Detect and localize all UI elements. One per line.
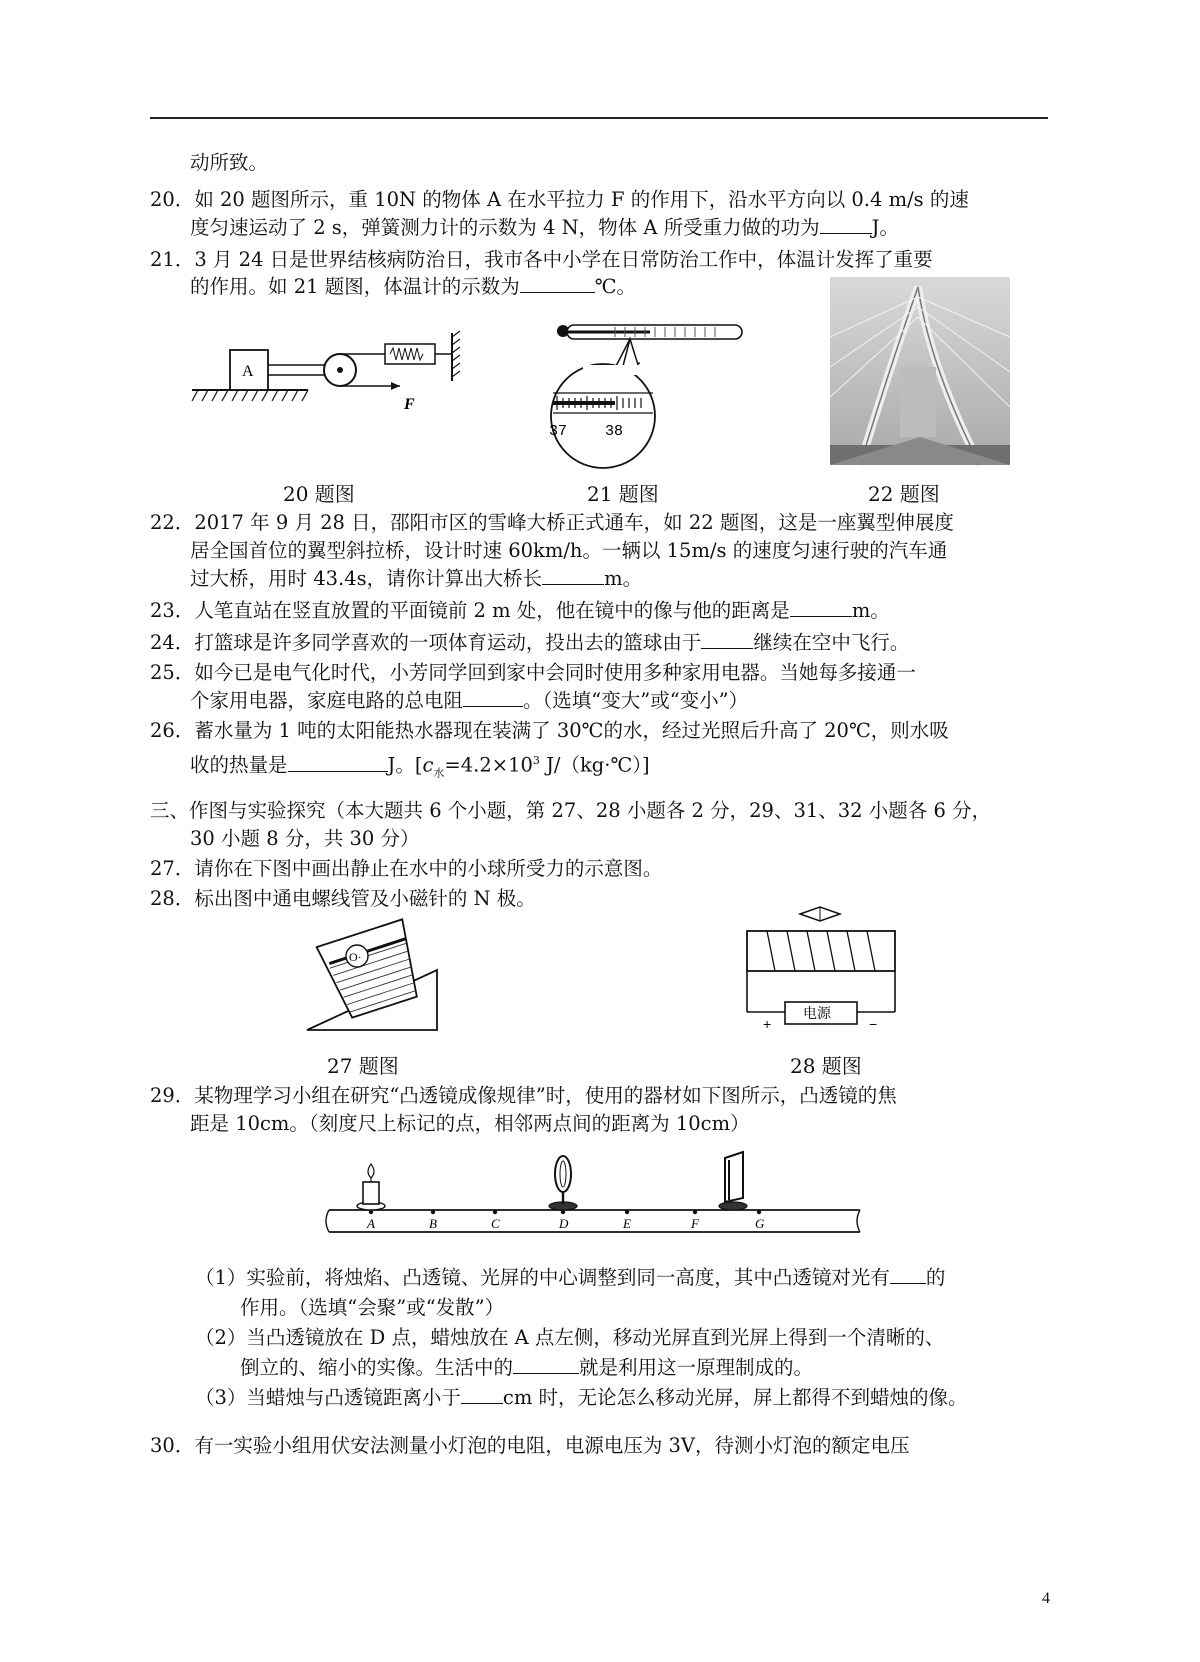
question-28: 28．标出图中通电螺线管及小磁针的 N 极。 [150, 887, 536, 910]
header-rule [150, 117, 1048, 119]
question-24: 24．打篮球是许多同学喜欢的一项体育运动，投出去的篮球由于 继续在空中飞行。 [150, 631, 910, 654]
question-25-line1: 25．如今已是电气化时代，小芳同学回到家中会同时使用多种家用电器。当她每多接通一 [150, 661, 916, 684]
answer-blank-20[interactable] [820, 215, 872, 234]
question-20-line2: 度匀速运动了 2 s，弹簧测力计的示数为 4 N，物体 A 所受重力做的功为 J。 [190, 216, 899, 239]
figure-29-optical-bench [325, 1148, 865, 1236]
rule-point-F: F [691, 1216, 699, 1231]
question-22-line1: 22．2017 年 9 月 28 日，邵阳市区的雪峰大桥正式通车，如 22 题图，这是一座翼型伸展度 [150, 511, 954, 534]
solenoid [747, 931, 895, 971]
scale-label-38: 38 [605, 423, 624, 440]
caption-fig22: 22 题图 [868, 482, 940, 506]
minus-terminal: − [869, 1016, 878, 1032]
caption-fig20: 20 题图 [283, 482, 355, 506]
ball-label: O· [349, 950, 362, 964]
section-3-heading-line1: 三、作图与实验探究（本大题共 6 个小题，第 27、28 小题各 2 分，29、31、32 小题各 6 分， [150, 799, 992, 822]
answer-blank-23[interactable] [790, 598, 852, 617]
rule-point-A: A [367, 1216, 375, 1231]
question-29-2-line2: 倒立的、缩小的实像。生活中的 就是利用这一原理制成的。 [240, 1356, 814, 1379]
page-number: 4 [1042, 1590, 1050, 1607]
figure-21-thermometer [549, 318, 755, 473]
rule-point-E: E [623, 1216, 631, 1231]
question-23: 23．人笔直站在竖直放置的平面镜前 2 m 处，他在镜中的像与他的距离是 m。 [150, 599, 890, 622]
question-29-3: （3）当蜡烛与凸透镜距离小于 cm 时，无论怎么移动光屏，屏上都得不到蜡烛的像。 [195, 1386, 968, 1409]
caption-fig28: 28 题图 [790, 1054, 862, 1078]
question-21-line2: 的作用。如 21 题图，体温计的示数为 ℃。 [190, 275, 637, 298]
question-26-line1: 26．蓄水量为 1 吨的太阳能热水器现在装满了 30℃的水，经过光照后升高了 20℃，则水吸 [150, 719, 949, 742]
figure-28-solenoid-circuit [745, 905, 905, 1040]
answer-blank-22[interactable] [542, 566, 604, 585]
answer-blank-29-2[interactable] [513, 1355, 579, 1374]
rule-point-G: G [755, 1216, 765, 1231]
figure-27-cup-on-incline [305, 920, 445, 1040]
question-21-line1: 21．3 月 24 日是世界结核病防治日，我市各中小学在日常防治工作中，体温计发挥了重要 [150, 248, 933, 271]
force-label: F [404, 396, 415, 413]
question-29-1-line2: 作用。（选填“会聚”或“发散”） [240, 1296, 505, 1319]
caption-fig27: 27 题图 [327, 1054, 399, 1078]
question-22-line2: 居全国首位的翼型斜拉桥，设计时速 60km/h。一辆以 15m/s 的速度匀速行驶的汽车通 [190, 539, 948, 562]
plus-terminal: + [763, 1016, 772, 1032]
answer-blank-29-1[interactable] [890, 1265, 926, 1284]
question-29-1-line1: （1）实验前，将烛焰、凸透镜、光屏的中心调整到同一高度，其中凸透镜对光有 的 [195, 1266, 946, 1289]
question-22-line3: 过大桥，用时 43.4s，请你计算出大桥长 m。 [190, 567, 643, 590]
magnifier-circle [551, 364, 655, 468]
candle [357, 1164, 385, 1210]
question-26-line2: 收的热量是 J。[$c_水=4.2\times 10^3$ J/（kg·℃）] [190, 753, 650, 780]
question-29-line1: 29．某物理学习小组在研究“凸透镜成像规律”时，使用的器材如下图所示，凸透镜的焦 [150, 1084, 897, 1107]
question-25-line2: 个家用电器，家庭电路的总电阻 。（选填“变大”或“变小”） [190, 689, 749, 712]
section-3-heading-line2: 30 小题 8 分，共 30 分） [190, 827, 420, 850]
caption-fig21: 21 题图 [587, 482, 659, 506]
question-20-line1: 20．如 20 题图所示，重 10N 的物体 A 在水平拉力 F 的作用下，沿水平方向以 0.4 m/s 的速 [150, 188, 969, 211]
answer-blank-29-3[interactable] [461, 1385, 503, 1404]
block-label: A [242, 363, 254, 380]
light-screen [719, 1152, 747, 1210]
figure-22-bridge-photo [830, 277, 1010, 465]
question-27: 27．请你在下图中画出静止在水中的小球所受力的示意图。 [150, 857, 663, 880]
rule-point-C: C [491, 1216, 500, 1231]
answer-blank-26[interactable] [288, 753, 388, 772]
convex-lens [549, 1156, 577, 1210]
question-29-2-line1: （2）当凸透镜放在 D 点，蜡烛放在 A 点左侧，移动光屏直到光屏上得到一个清晰的、 [195, 1326, 945, 1349]
rule-point-D: D [559, 1216, 569, 1231]
rule-point-B: B [429, 1216, 437, 1231]
question-29-line2: 距是 10cm。（刻度尺上标记的点，相邻两点间的距离为 10cm） [190, 1112, 750, 1135]
ground-hatching [192, 390, 308, 401]
scale-label-37: 37 [549, 423, 568, 440]
question-30-line1: 30．有一实验小组用伏安法测量小灯泡的电阻，电源电压为 3V，待测小灯泡的额定电压 [150, 1434, 910, 1457]
power-source-label: 电源 [803, 1006, 831, 1022]
figure-20-pulley-setup [190, 315, 470, 425]
answer-blank-24[interactable] [701, 630, 753, 649]
answer-blank-21[interactable] [520, 274, 595, 293]
line-l0: 动所致。 [190, 151, 269, 174]
answer-blank-25[interactable] [463, 688, 523, 707]
